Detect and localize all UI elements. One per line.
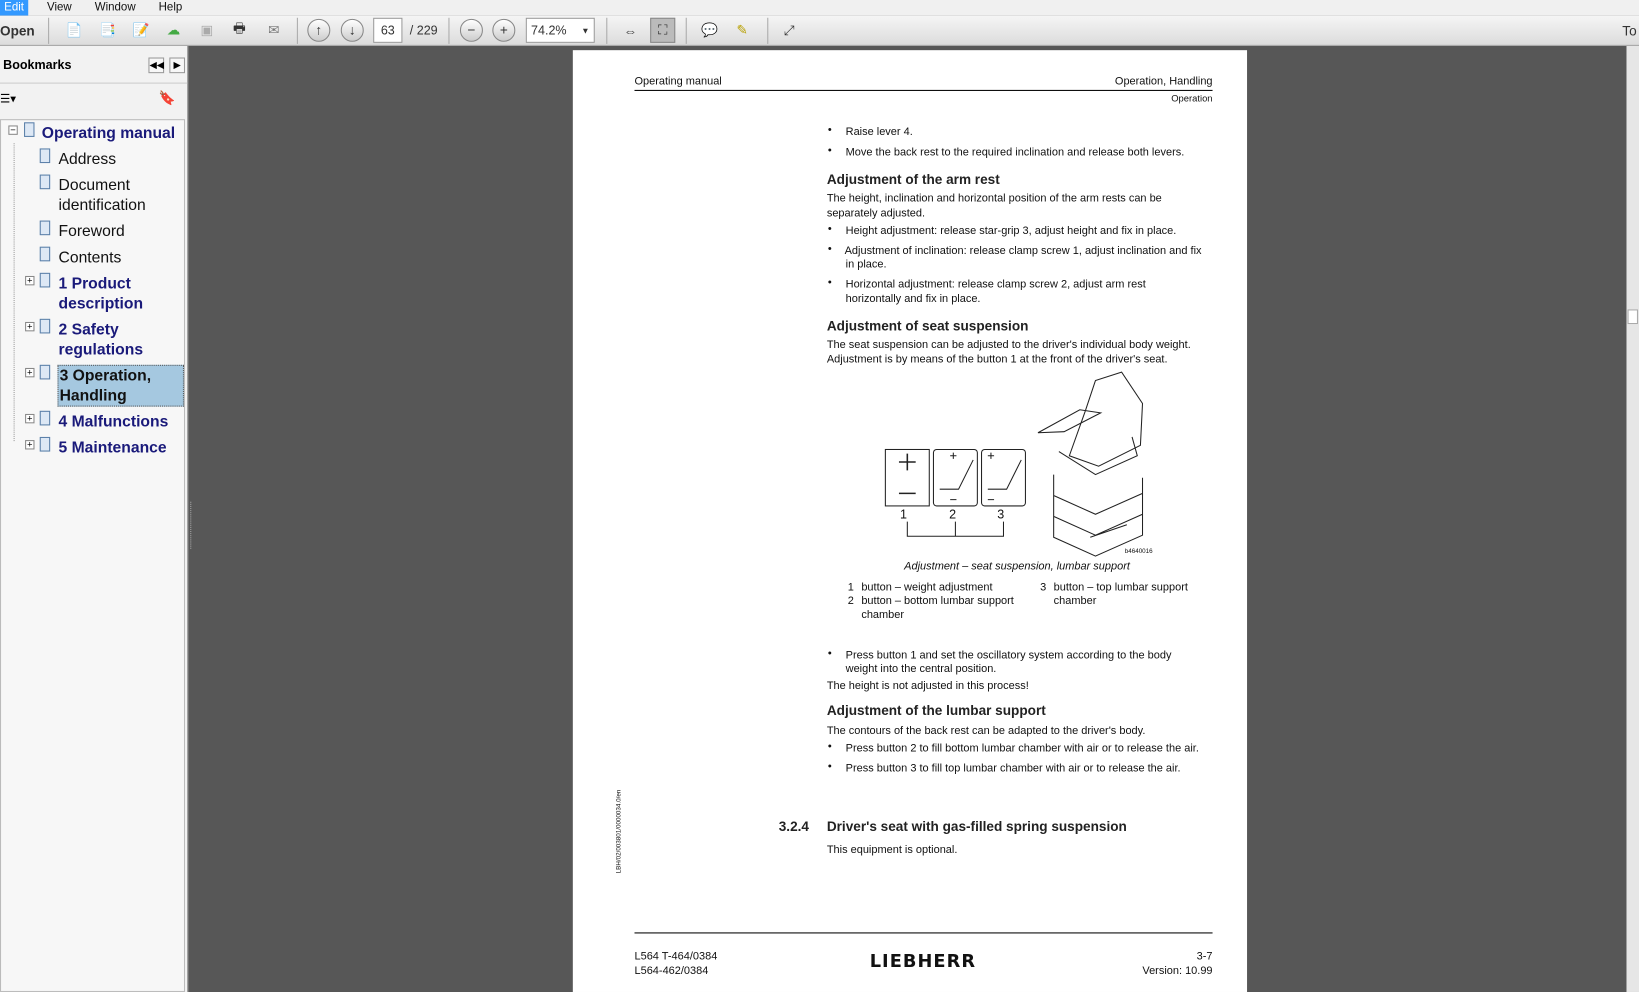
heading-seat-suspension: Adjustment of seat suspension [826, 317, 1029, 334]
bullet: • [827, 740, 832, 753]
text: Adjustment is by means of the button 1 at the front of the driver's seat. [826, 353, 1168, 366]
footer-model: L564-462/0384 [634, 964, 709, 978]
heading-arm-rest: Adjustment of the arm rest [826, 171, 1000, 188]
bookmark-icon [40, 221, 50, 236]
tree-line [14, 143, 15, 441]
expand-panel-icon[interactable]: ▶ [169, 57, 185, 73]
legend-num: 3 [1040, 581, 1047, 594]
zoom-out-icon[interactable]: − [460, 19, 483, 42]
previous-page-icon[interactable]: ↑ [307, 19, 330, 42]
expand-icon[interactable]: + [27, 320, 33, 332]
button-2-graphic [933, 449, 977, 505]
expand-icon[interactable]: + [27, 412, 33, 424]
menu-view[interactable]: View [47, 1, 72, 14]
bookmark-icon [40, 175, 50, 190]
next-page-icon[interactable]: ↓ [341, 19, 364, 42]
footer-model: L564 T-464/0384 [634, 950, 718, 963]
bookmark-safety-regulations[interactable]: 2 Safety regulations [58, 320, 144, 359]
seat-figure [881, 370, 1163, 558]
legend-text: chamber [861, 608, 905, 621]
bookmarks-title: Bookmarks [3, 56, 72, 72]
separator [606, 18, 607, 44]
text: in place. [845, 258, 887, 271]
bookmark-tree [0, 119, 185, 992]
separator [48, 18, 49, 44]
tools-label[interactable]: To [1622, 22, 1637, 39]
bookmark-foreword[interactable]: Foreword [58, 222, 125, 241]
header-sub: Operation [1171, 93, 1213, 104]
button-3-graphic [982, 449, 1026, 505]
bookmark-operating-manual[interactable]: Operating manual [41, 124, 176, 143]
legend-num: 1 [847, 581, 854, 594]
bookmark-contents[interactable]: Contents [58, 248, 122, 267]
expand-icon[interactable]: + [27, 366, 33, 378]
expand-icon[interactable]: + [27, 274, 33, 286]
figure-caption: Adjustment – seat suspension, lumbar support [904, 560, 1130, 573]
footer-rule [634, 932, 1212, 933]
save-icon[interactable]: ▣ [200, 21, 214, 38]
bookmark-operation-handling[interactable]: 3 Operation, Handling [57, 365, 183, 407]
liebherr-logo: LIEBHERR [869, 951, 977, 973]
heading-lumbar-support: Adjustment of the lumbar support [826, 702, 1046, 719]
legend-text: button – weight adjustment [861, 581, 993, 594]
new-bookmark-icon[interactable]: 🔖 [158, 89, 176, 106]
text: Adjustment of inclination: release clamp screw 1, adjust inclination and fix [844, 244, 1202, 258]
open-button[interactable]: Open [0, 22, 35, 39]
figure-label-1: 1 [900, 506, 907, 522]
toolbar [0, 16, 1639, 46]
text: The seat suspension can be adjusted to the driver's individual body weight. [826, 338, 1191, 352]
text: Raise lever 4. [845, 125, 913, 138]
figure-label-3: 3 [997, 506, 1005, 522]
bookmark-product-description[interactable]: 1 Product description [58, 274, 144, 313]
section-title: Driver's seat with gas-filled spring suspension [826, 818, 1127, 835]
edit-document-icon[interactable]: 📝 [132, 21, 150, 38]
legend-text: button – top lumbar support [1053, 581, 1188, 594]
scrollbar-thumb[interactable] [1628, 309, 1638, 324]
bullet: • [827, 647, 832, 660]
print-icon[interactable]: 🖶 [232, 19, 246, 36]
fit-width-icon[interactable]: ⇔ [623, 22, 638, 39]
legend-text: chamber [1053, 594, 1097, 608]
collapse-icon[interactable]: − [10, 124, 16, 135]
bookmark-icon [40, 319, 50, 334]
legend-text: button – bottom lumbar support [861, 594, 1014, 608]
bookmark-maintenance[interactable]: 5 Maintenance [58, 439, 167, 457]
bullet: • [827, 242, 832, 256]
text: horizontally and fix in place. [845, 292, 981, 306]
highlight-icon[interactable]: ✎ [736, 21, 748, 38]
text: The height is not adjusted in this process! [826, 679, 1029, 692]
bookmark-icon [40, 437, 50, 452]
section-number: 3.2.4 [778, 818, 809, 835]
zoom-select[interactable] [526, 18, 595, 43]
options-menu-icon[interactable]: ☰▾ [0, 93, 17, 106]
upload-cloud-icon[interactable]: ☁ [166, 21, 181, 38]
expand-icon[interactable]: + [27, 439, 33, 450]
bookmark-icon [40, 247, 50, 262]
legend-num: 2 [847, 594, 854, 608]
create-pdf-icon[interactable]: 📄 [65, 21, 83, 38]
text: The height, inclination and horizontal position of the arm rests can be [826, 192, 1162, 205]
bookmark-icon [40, 273, 50, 288]
footer-page-number: 3-7 [1196, 950, 1213, 963]
text: Press button 2 to fill bottom lumbar chamber with air or to release the air. [845, 742, 1199, 755]
separator [297, 18, 298, 44]
combine-files-icon[interactable]: 📑 [99, 21, 117, 38]
bullet: • [827, 275, 832, 289]
comment-icon[interactable]: 💬 [701, 21, 719, 38]
page-total: / 229 [409, 22, 438, 38]
bullet: • [827, 759, 832, 773]
text: The contours of the back rest can be adapted to the driver's body. [826, 724, 1146, 737]
bookmark-icon [40, 148, 50, 163]
expand-icon[interactable]: ⤢ [783, 21, 795, 38]
text: Press button 1 and set the oscillatory system according to the body [845, 649, 1172, 662]
zoom-in-icon[interactable]: + [492, 19, 515, 42]
separator [448, 18, 449, 44]
email-icon[interactable]: ✉ [268, 21, 280, 38]
bullet: • [827, 144, 832, 157]
menu-edit[interactable]: Edit [0, 0, 28, 16]
figure-code: b4640016 [1124, 548, 1153, 556]
text: Press button 3 to fill top lumbar chamber with air or to release the air. [845, 762, 1181, 775]
header-rule [634, 90, 1212, 91]
text: Move the back rest to the required inclination and release both levers. [845, 146, 1185, 159]
separator [767, 18, 768, 44]
header-right: Operation, Handling [1114, 75, 1213, 88]
text: separately adjusted. [826, 206, 926, 220]
vertical-scrollbar[interactable] [1626, 46, 1639, 992]
bullet: • [827, 222, 832, 236]
header-left: Operating manual [634, 75, 722, 88]
bookmark-malfunctions[interactable]: 4 Malfunctions [58, 412, 169, 431]
fit-page-icon[interactable]: ⛶ [650, 18, 675, 43]
bookmark-document-identification[interactable]: Document identification [58, 176, 146, 215]
menu-help[interactable]: Help [158, 1, 183, 14]
zoom-value: 74.2% [531, 22, 567, 38]
bookmark-address[interactable]: Address [58, 150, 117, 169]
menu-window[interactable]: Window [94, 1, 136, 14]
text: Height adjustment: release star-grip 3, adjust height and fix in place. [845, 224, 1177, 238]
bookmark-icon [40, 411, 50, 426]
bookmarks-panel [0, 46, 188, 992]
page-number-input[interactable]: 63 [373, 18, 402, 43]
menu-bar [0, 0, 1639, 16]
footer-version: Version: 10.99 [1142, 964, 1213, 978]
bullet: • [827, 123, 832, 136]
text: This equipment is optional. [826, 843, 958, 857]
text: weight into the central position. [845, 662, 997, 676]
bookmark-icon [40, 365, 50, 380]
panel-splitter[interactable] [190, 502, 193, 549]
figure-label-2: 2 [949, 506, 957, 522]
bookmark-icon [24, 122, 34, 137]
pdf-page [573, 50, 1247, 992]
side-code: LBH/02/003801/0000034.0/en [616, 789, 623, 874]
collapse-panel-icon[interactable]: ◀◀ [148, 57, 164, 73]
text: Horizontal adjustment: release clamp screw 2, adjust arm rest [845, 278, 1146, 291]
separator [686, 18, 687, 44]
chevron-down-icon: ▼ [581, 25, 590, 36]
